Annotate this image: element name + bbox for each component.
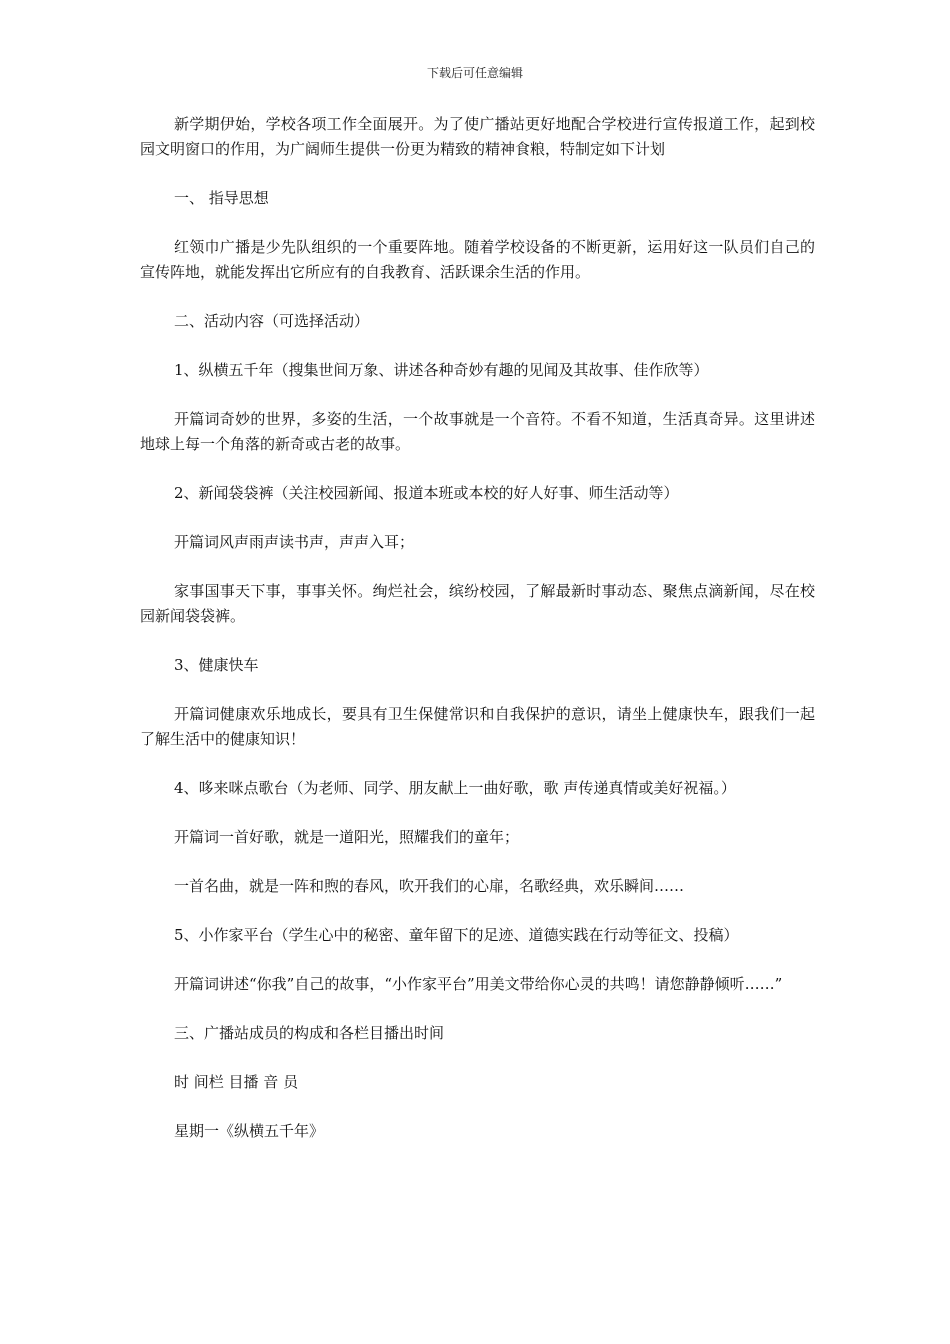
activity-1-intro: 开篇词奇妙的世界，多姿的生活，一个故事就是一个音符。不看不知道，生活真奇异。这里讲述地球上每一个角落的新奇或古老的故事。 [140, 410, 815, 453]
activity-5-intro: 开篇词讲述“你我”自己的故事，“小作家平台”用美文带给你心灵的共鸣！请您静静倾听……” [174, 975, 783, 993]
guiding-ideas-paragraph: 红领巾广播是少先队组织的一个重要阵地。随着学校设备的不断更新，运用好这一队员们自己的宣传阵地，就能发挥出它所应有的自我教育、活跃课余生活的作用。 [140, 238, 815, 281]
schedule-header-row: 时 间栏 目播 音 员 [174, 1073, 299, 1091]
activity-4-intro-line-2: 一首名曲，就是一阵和煦的春风，吹开我们的心扉，名歌经典，欢乐瞬间…… [174, 877, 685, 895]
activity-3-intro: 开篇词健康欢乐地成长，要具有卫生保健常识和自我保护的意识，请坐上健康快车，跟我们一起了解生活中的健康知识！ [140, 705, 815, 748]
activity-3-title: 3、健康快车 [174, 656, 259, 674]
activity-4-intro-line-1: 开篇词一首好歌，就是一道阳光，照耀我们的童年； [174, 828, 520, 846]
activity-5-title: 5、小作家平台（学生心中的秘密、童年留下的足迹、道德实践在行动等征文、投稿） [174, 926, 739, 944]
section-heading-guiding-ideas: 一、 指导思想 [174, 189, 269, 207]
activity-2-intro-line-1: 开篇词风声雨声读书声，声声入耳； [174, 533, 415, 551]
document-body [140, 112, 815, 1144]
page-header: 下载后可任意编辑 [426, 66, 523, 80]
section-heading-activities: 二、活动内容（可选择活动） [174, 312, 370, 330]
activity-2-title: 2、新闻袋袋裤（关注校园新闻、报道本班或本校的好人好事、师生活动等） [174, 484, 679, 502]
intro-paragraph: 新学期伊始，学校各项工作全面展开。为了使广播站更好地配合学校进行宣传报道工作，起到校园文明窗口的作用，为广阔师生提供一份更为精致的精神食粮，特制定如下计划 [140, 115, 815, 158]
activity-1-title: 1、纵横五千年（搜集世间万象、讲述各种奇妙有趣的见闻及其故事、佳作欣等） [174, 361, 709, 379]
activity-4-title: 4、哆来咪点歌台（为老师、同学、朋友献上一曲好歌，歌 声传递真情或美好祝福。） [174, 779, 736, 797]
section-heading-members-schedule: 三、广播站成员的构成和各栏目播出时间 [174, 1024, 445, 1042]
schedule-row-monday: 星期一《纵横五千年》 [174, 1122, 325, 1140]
activity-2-intro-line-2: 家事国事天下事，事事关怀。绚烂社会，缤纷校园，了解最新时事动态、聚焦点滴新闻，尽在校园新闻袋袋裤。 [140, 582, 815, 625]
